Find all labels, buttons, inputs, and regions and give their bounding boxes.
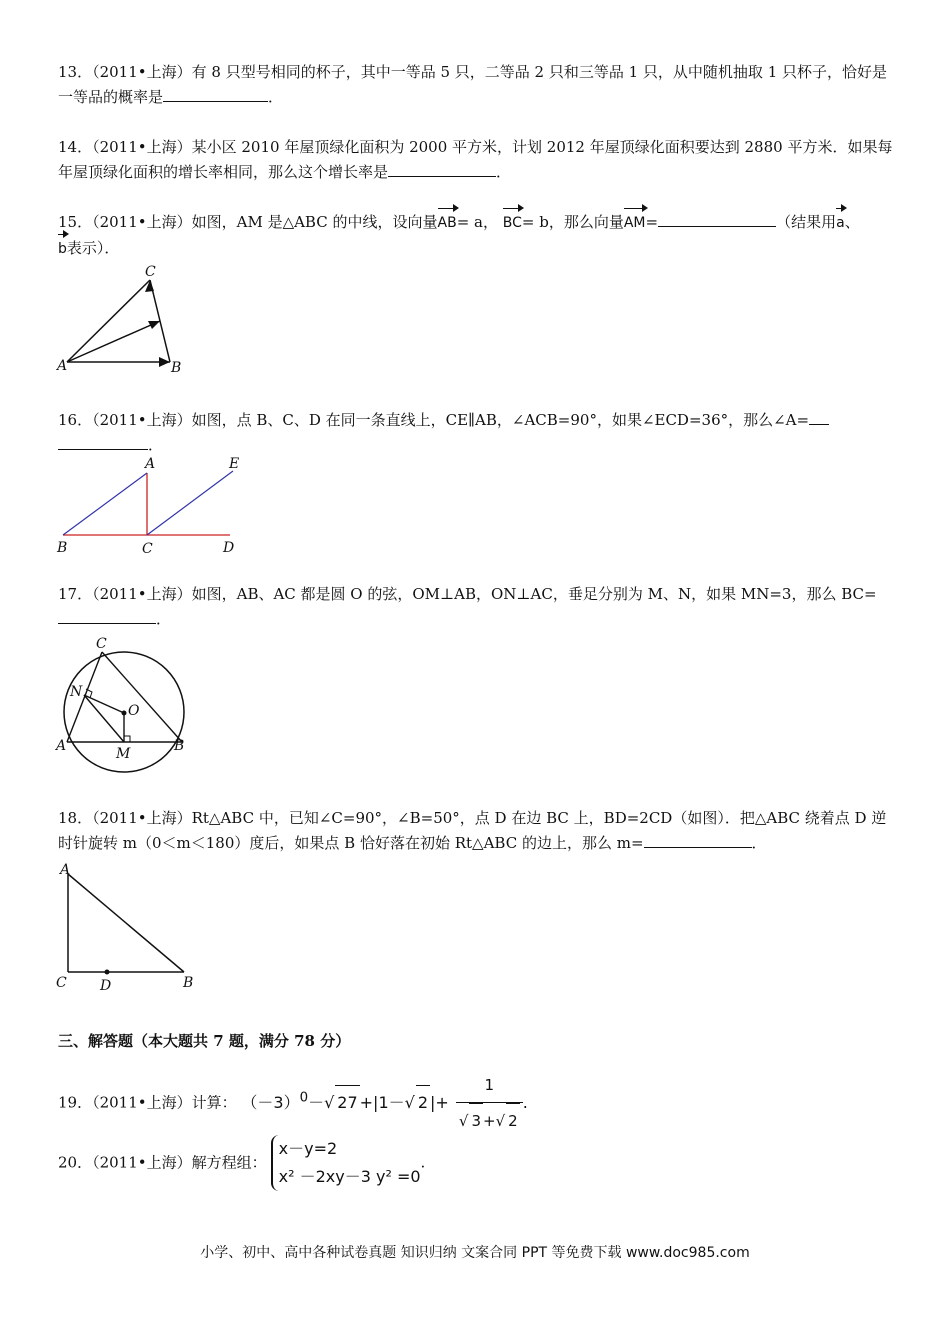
q19-fraction-numerator: 1	[456, 1068, 523, 1103]
label-n: N	[70, 684, 83, 700]
q19-term-a: （－3）	[241, 1092, 300, 1112]
point-d	[105, 970, 110, 975]
page-footer: 小学、初中、高中各种试卷真题 知识归纳 文案合同 PPT 等免费下载 www.doc985.com	[200, 1245, 750, 1261]
label-b: B	[174, 738, 185, 754]
q19-end: .	[522, 1092, 528, 1112]
label-b: B	[183, 975, 194, 991]
q13-answer-blank[interactable]	[163, 85, 268, 102]
label-a: A	[57, 358, 68, 374]
vector-am: AM	[624, 211, 646, 236]
q17-answer-blank[interactable]	[58, 607, 156, 624]
median-am	[67, 321, 160, 362]
question-16	[58, 408, 893, 458]
vector-ab: AB	[438, 211, 457, 236]
q18-answer-blank[interactable]	[644, 831, 752, 848]
arrow-head-c	[145, 280, 154, 292]
q15-eq-a: = a，	[456, 213, 498, 231]
q20-equation-system	[271, 1135, 421, 1191]
segment-ab	[63, 473, 147, 535]
q19-prefix: 19．（2011•上海）计算：	[58, 1093, 237, 1112]
vector-a: a	[836, 211, 845, 236]
q17-text: 如图，AB、AC 都是圆 O 的弦，OM⊥AB，ON⊥AC，垂足分别为 M、N，如果 MN=3，那么 BC=	[191, 585, 877, 603]
q16-end: ．	[148, 436, 164, 454]
q18-prefix: 18．（2011•上海）	[58, 809, 192, 827]
question-20	[58, 1135, 893, 1191]
q14-text: 某小区 2010 年屋顶绿化面积为 2000 平方米，计划 2012 年屋顶绿化面积要达到 2880 平方米．如果每年屋顶绿化面积的增长率相同，那么这个增长率是	[58, 138, 893, 181]
vector-b: b	[58, 237, 67, 262]
segment-bc	[102, 652, 182, 742]
q15-eq-b: = b，那么向量	[521, 213, 624, 231]
label-d: D	[223, 540, 235, 556]
q15-text2: （结果用	[776, 213, 837, 231]
label-b: B	[171, 360, 182, 376]
center-point-o	[122, 711, 127, 716]
q19-den-plus: +	[483, 1112, 496, 1130]
q20-prefix: 20．（2011•上海）解方程组：	[58, 1153, 267, 1172]
q15-sep: 、	[844, 213, 860, 231]
q18-end: ．	[751, 834, 767, 852]
question-15	[58, 210, 893, 262]
arrow-head-b	[159, 357, 170, 367]
segment-nm	[84, 695, 124, 742]
label-a: A	[56, 738, 67, 754]
q15-text3: 表示）．	[66, 239, 120, 257]
q20-equation-1: x－y=2	[278, 1139, 338, 1158]
label-a: A	[60, 862, 71, 878]
q15-text1: 如图，AM 是△ABC 的中线，设向量	[191, 213, 438, 231]
q17-end: ．	[156, 610, 172, 628]
label-d: D	[100, 978, 112, 994]
q13-text: 有 8 只型号相同的杯子，其中一等品 5 只，二等品 2 只和三等品 1 只，从中随机抽取 1 只杯子，恰好是一等品的概率是	[58, 63, 888, 106]
side-ac	[67, 280, 150, 362]
side-ab	[68, 874, 184, 972]
q16-answer-blank-b[interactable]	[58, 433, 148, 450]
q19-fraction	[456, 1068, 523, 1138]
label-c: C	[96, 636, 107, 652]
q17-prefix: 17．（2011•上海）	[58, 585, 192, 603]
label-c: C	[142, 541, 153, 557]
section-3-heading: 三、解答题（本大题共 7 题，满分 78 分）	[58, 1032, 351, 1050]
q15-eq: =	[645, 213, 659, 231]
q18-text: Rt△ABC 中，已知∠C=90°，∠B=50°，点 D 在边 BC 上，BD=2CD（如图）．把△ABC 绕着点 D 逆时针旋转 m（0＜m＜180）度后，如果点 B 恰好落在初始 Rt△ABC 的边上，那么 m=	[58, 809, 887, 852]
q16-answer-blank-a[interactable]	[809, 408, 829, 425]
q16-prefix: 16．（2011•上海）	[58, 411, 192, 429]
q19-expression: $(-3)^0-√$ 27 +|1－√ 2 |+ $\frac{1}{√ 3 +√ 2}$ .	[241, 1093, 527, 1112]
q17-circle-figure	[52, 632, 197, 777]
q14-end: ．	[496, 163, 512, 181]
q16-text: 如图，点 B、C、D 在同一条直线上，CE∥AB，∠ACB=90°，如果∠ECD=36°，那么∠A=	[191, 411, 810, 429]
q19-den-sqrt-2: 2	[506, 1103, 520, 1138]
right-angle-m	[124, 736, 130, 742]
label-e: E	[229, 456, 240, 472]
question-18	[58, 806, 893, 856]
question-19	[58, 1068, 893, 1138]
q14-answer-blank[interactable]	[388, 160, 496, 177]
q19-sqrt-2: 2	[416, 1085, 430, 1120]
question-13	[58, 60, 893, 110]
question-17	[58, 582, 893, 632]
label-m: M	[116, 746, 131, 762]
vector-bc: BC	[503, 211, 522, 236]
q19-sqrt-27: 27	[335, 1085, 359, 1120]
q20-equation-2: x² －2xy－3 y² =0	[278, 1167, 421, 1186]
label-c: C	[56, 975, 67, 991]
q15-answer-blank[interactable]	[658, 210, 776, 227]
label-a: A	[145, 456, 156, 472]
q13-prefix: 13．（2011•上海）	[58, 63, 192, 81]
label-c: C	[145, 264, 156, 280]
label-b: B	[57, 540, 68, 556]
segment-ce	[147, 471, 233, 535]
q19-fraction-denominator: √ 3 +√ 2	[456, 1103, 523, 1138]
label-o: O	[128, 703, 140, 719]
q18-right-triangle-figure	[52, 862, 212, 997]
q16-parallel-lines-figure	[55, 455, 255, 560]
q19-abs-open: +|1－	[359, 1092, 405, 1112]
q19-den-sqrt-3: 3	[469, 1103, 483, 1138]
q14-prefix: 14．（2011•上海）	[58, 138, 192, 156]
q19-minus: －	[308, 1092, 325, 1112]
q19-abs-close: |+	[430, 1092, 449, 1112]
q15-triangle-figure	[55, 262, 195, 377]
q13-end: ．	[268, 88, 284, 106]
q15-prefix: 15．（2011•上海）	[58, 213, 192, 231]
q19-exponent: 0	[299, 1090, 309, 1106]
q20-end: .	[420, 1153, 426, 1172]
question-14	[58, 135, 893, 185]
